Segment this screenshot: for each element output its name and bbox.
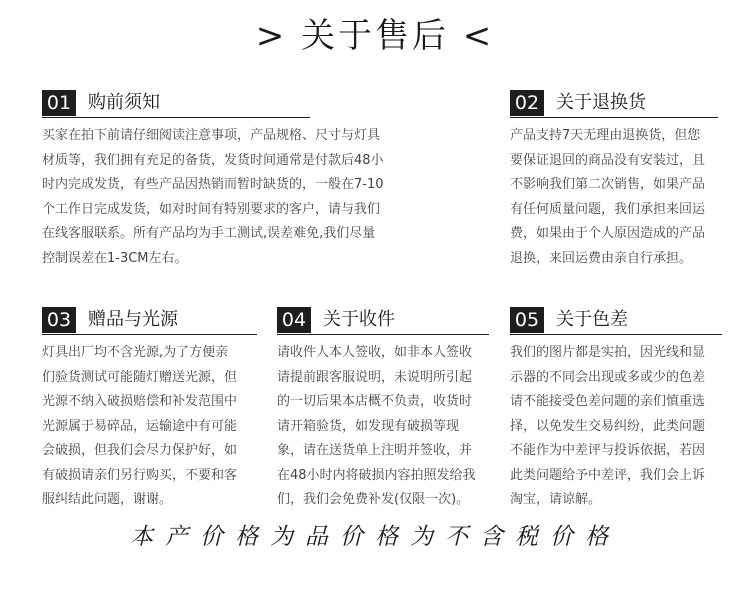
section-number: 03 bbox=[42, 307, 76, 333]
body-line: 费，如果由于个人原因造成的产品 bbox=[510, 226, 706, 241]
section-underline bbox=[510, 117, 718, 118]
section-title: 关于收件 bbox=[323, 309, 395, 330]
body-line: 的一切后果本店概不负责，收货时 bbox=[277, 394, 473, 409]
body-line: 退换，来回运费由亲自行承担。 bbox=[510, 250, 693, 266]
body-line: 光源不纳入破损赔偿和补发范围中 bbox=[42, 394, 238, 409]
body-line: 淘宝，请谅解。 bbox=[510, 492, 602, 507]
body-line: 材质等，我们拥有充足的备货，发货时间通常是付款后48小 bbox=[42, 152, 384, 168]
section-title: 关于退换货 bbox=[556, 92, 646, 113]
section-body bbox=[42, 124, 384, 271]
section-purchase-notice bbox=[42, 90, 384, 271]
section-title: 赠品与光源 bbox=[88, 309, 178, 330]
body-line: 灯具出厂均不含光源,为了方便亲 bbox=[42, 345, 229, 360]
body-line: 请收件人本人签收，如非本人签收 bbox=[277, 345, 473, 360]
body-line: 在48小时内将破损内容拍照发给我 bbox=[277, 467, 476, 483]
section-body bbox=[510, 341, 722, 513]
section-underline bbox=[277, 334, 489, 335]
section-number: 02 bbox=[510, 90, 544, 116]
body-line: 此类问题给予中差评，我们会上诉 bbox=[510, 467, 706, 483]
section-header bbox=[42, 90, 310, 116]
section-body bbox=[510, 124, 718, 271]
body-line: 们，我们会免费补发(仅限一次)。 bbox=[277, 492, 470, 507]
section-body bbox=[42, 341, 257, 513]
section-underline bbox=[510, 334, 722, 335]
page-title: > 关于售后 < bbox=[255, 16, 495, 56]
section-header bbox=[277, 307, 489, 333]
section-header bbox=[42, 307, 257, 333]
body-line: 请提前跟客服说明，未说明所引起 bbox=[277, 369, 473, 385]
body-line: 光源属于易碎品，运输途中有可能 bbox=[42, 418, 238, 434]
body-line: 会破损，但我们会尽力保护好，如 bbox=[42, 443, 238, 458]
section-color-difference bbox=[510, 307, 722, 513]
body-line: 请开箱验货，如发现有破损等现 bbox=[277, 418, 460, 434]
body-line: 要保证退回的商品没有安装过，且 bbox=[510, 152, 706, 168]
section-gifts-light-source bbox=[42, 307, 257, 513]
body-line: 不影响我们第二次销售，如果产品 bbox=[510, 177, 706, 192]
body-line: 请不能接受色差问题的亲们慎重选 bbox=[510, 394, 706, 409]
body-line: 择，以免发生交易纠纷，此类问题 bbox=[510, 418, 706, 434]
body-line: 我们的图片都是实拍，因光线和显 bbox=[510, 345, 706, 360]
section-header bbox=[510, 90, 718, 116]
body-line: 产品支持7天无理由退换货，但您 bbox=[510, 128, 701, 143]
body-line: 个工作日完成发货，如对时间有特别要求的客户，请与我们 bbox=[42, 201, 381, 217]
body-line: 服纠结此问题，谢谢。 bbox=[42, 492, 173, 507]
body-line: 在线客服联系。所有产品均为手工测试,误差难免,我们尽量 bbox=[42, 226, 376, 241]
body-line: 不能作为中差评与投诉依据，若因 bbox=[510, 443, 706, 458]
body-line: 控制误差在1-3CM左右。 bbox=[42, 250, 188, 266]
section-number: 05 bbox=[510, 307, 544, 333]
body-line: 买家在拍下前请仔细阅读注意事项，产品规格、尺寸与灯具 bbox=[42, 128, 381, 143]
section-header bbox=[510, 307, 722, 333]
price-disclaimer: 本产价格为品价格为不含税价格 bbox=[130, 524, 620, 550]
body-line: 们验货测试可能随灯赠送光源，但 bbox=[42, 369, 238, 385]
section-underline bbox=[42, 334, 257, 335]
section-title: 关于色差 bbox=[556, 309, 628, 330]
section-returns bbox=[510, 90, 718, 271]
section-receiving bbox=[277, 307, 489, 513]
body-line: 时内完成发货，有些产品因热销而暂时缺货的，一般在7-10 bbox=[42, 177, 384, 192]
section-title: 购前须知 bbox=[88, 92, 160, 113]
body-line: 有任何质量问题，我们承担来回运 bbox=[510, 201, 706, 217]
body-line: 有破损请亲们另行购买，不要和客 bbox=[42, 467, 238, 483]
section-underline bbox=[42, 117, 310, 118]
body-line: 示器的不同会出现或多或少的色差 bbox=[510, 369, 706, 385]
section-number: 04 bbox=[277, 307, 311, 333]
body-line: 象，请在送货单上注明并签收，并 bbox=[277, 443, 473, 458]
section-body bbox=[277, 341, 489, 513]
section-number: 01 bbox=[42, 90, 76, 116]
